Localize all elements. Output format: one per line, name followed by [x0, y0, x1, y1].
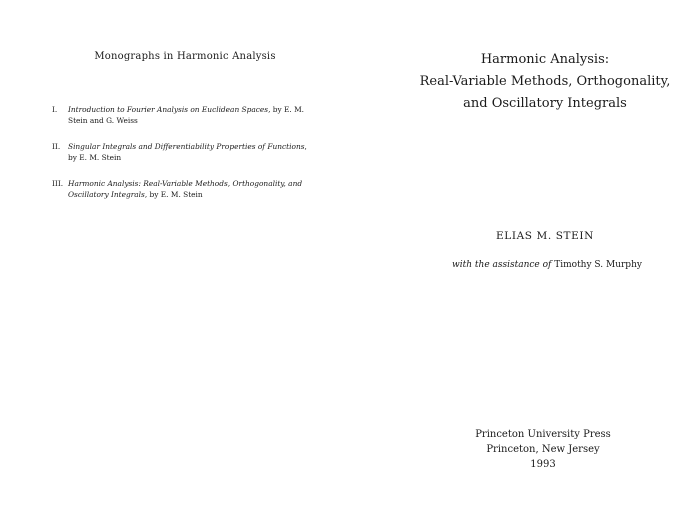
series-title: Monographs in Harmonic Analysis: [94, 51, 276, 62]
publisher-location: Princeton, New Jersey: [486, 444, 600, 455]
list-item: [52, 178, 312, 200]
list-item-credit: , by E. M. Stein: [68, 142, 307, 162]
list-item-title: Singular Integrals and Differentiability Properties of Functions: [68, 142, 305, 151]
publisher-block: [368, 427, 700, 472]
series-list: [52, 104, 312, 215]
list-item-title: Harmonic Analysis: Real-Variable Methods, Orthogonality, and Oscillatory Integrals: [68, 179, 303, 199]
list-item-number: III.: [52, 179, 64, 188]
list-item: [52, 141, 312, 163]
list-item-credit: , by E. M. Stein and G. Weiss: [68, 105, 305, 125]
list-item-credit: , by E. M. Stein: [144, 190, 203, 199]
list-item: [52, 104, 312, 126]
assistant-name: Timothy S. Murphy: [554, 260, 642, 270]
assistance-prefix: with the assistance of: [452, 260, 552, 270]
publication-year: 1993: [530, 459, 556, 470]
author-name: ELIAS M. STEIN: [496, 230, 594, 242]
title-line: Real-Variable Methods, Orthogonality,: [419, 74, 671, 89]
title-line: Harmonic Analysis:: [480, 52, 610, 67]
assistance-line: [372, 260, 700, 270]
book-title: [370, 49, 700, 115]
list-item-number: I.: [52, 105, 58, 114]
right-page: [350, 0, 700, 508]
list-item-number: II.: [52, 142, 61, 151]
title-line: and Oscillatory Integrals: [463, 96, 627, 111]
publisher-name: Princeton University Press: [475, 429, 611, 440]
list-item-title: Introduction to Fourier Analysis on Euclidean Spaces: [68, 105, 269, 114]
